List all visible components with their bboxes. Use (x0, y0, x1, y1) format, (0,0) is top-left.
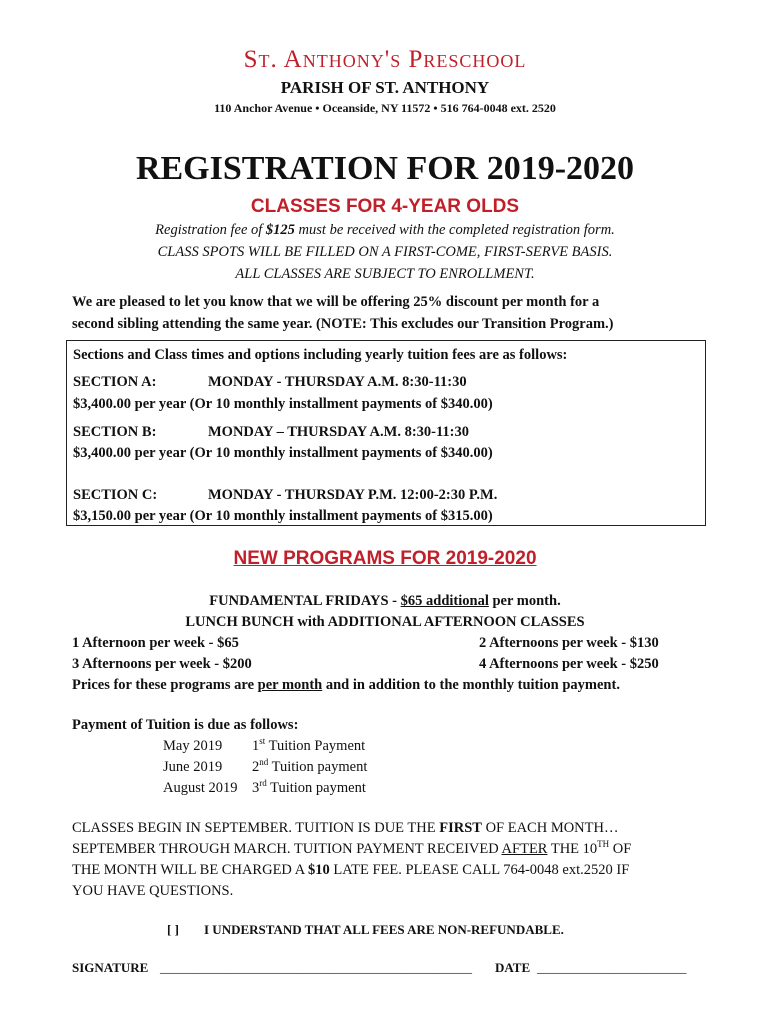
payment-desc-1: 1st Tuition Payment (252, 736, 366, 754)
option-1-afternoon: 1 Afternoon per week - $65 (72, 635, 239, 651)
option-2-afternoons: 2 Afternoons per week - $130 (479, 635, 659, 651)
classes-subtitle: CLASSES FOR 4-YEAR OLDS (250, 196, 520, 217)
school-name: St. Anthony's Preschool (243, 46, 527, 73)
option-4-afternoons: 4 Afternoons per week - $250 (479, 656, 659, 672)
payment-heading: Payment of Tuition is due as follows: (72, 717, 299, 733)
section-a-schedule: MONDAY - THURSDAY A.M. 8:30-11:30 (208, 374, 467, 390)
section-b-price: $3,400.00 per year (Or 10 monthly installment payments of $340.00) (73, 445, 493, 461)
date-field[interactable]: _______________________ (537, 960, 687, 975)
policy-line-2: SEPTEMBER THROUGH MARCH. TUITION PAYMENT RECEIVED AFTER THE 10TH OF (72, 839, 632, 857)
new-programs-heading: NEW PROGRAMS FOR 2019-2020 (233, 548, 537, 569)
spots-note: CLASS SPOTS WILL BE FILLED ON A FIRST-COME, FIRST-SERVE BASIS. (157, 244, 613, 260)
non-refundable-checkbox[interactable]: [ ] (167, 922, 179, 937)
enrollment-note: ALL CLASSES ARE SUBJECT TO ENROLLMENT. (235, 266, 535, 282)
section-b-schedule: MONDAY – THURSDAY A.M. 8:30-11:30 (208, 424, 470, 440)
fundamental-fridays: FUNDAMENTAL FRIDAYS - $65 additional per month. (209, 593, 561, 609)
signature-label: SIGNATURE (72, 960, 149, 975)
date-label: DATE (495, 960, 531, 975)
payment-date-3: August 2019 (163, 780, 238, 796)
prices-note: Prices for these programs are per month and in addition to the monthly tuition payment. (72, 677, 620, 693)
payment-desc-2: 2nd Tuition payment (252, 757, 368, 775)
policy-line-1: CLASSES BEGIN IN SEPTEMBER. TUITION IS DUE THE FIRST OF EACH MONTH… (72, 820, 619, 836)
discount-line-1: We are pleased to let you know that we will be offering 25% discount per month for a (72, 294, 600, 310)
payment-date-2: June 2019 (163, 759, 223, 775)
sections-intro: Sections and Class times and options including yearly tuition fees are as follows: (73, 347, 568, 363)
section-a-price: $3,400.00 per year (Or 10 monthly installment payments of $340.00) (73, 396, 493, 412)
signature-field[interactable]: ________________________________________________ (160, 960, 472, 975)
section-c-schedule: MONDAY - THURSDAY P.M. 12:00-2:30 P.M. (208, 487, 498, 503)
payment-desc-3: 3rd Tuition payment (252, 778, 366, 796)
discount-line-2: second sibling attending the same year. (NOTE: This excludes our Transition Program.) (72, 316, 614, 332)
policy-line-3: THE MONTH WILL BE CHARGED A $10 LATE FEE. PLEASE CALL 764-0048 ext.2520 IF (72, 862, 630, 878)
section-a-label: SECTION A: (73, 374, 157, 390)
lunch-bunch: LUNCH BUNCH with ADDITIONAL AFTERNOON CLASSES (185, 614, 585, 630)
non-refundable-statement: I UNDERSTAND THAT ALL FEES ARE NON-REFUNDABLE. (204, 922, 564, 937)
payment-date-1: May 2019 (163, 738, 223, 754)
page-title: REGISTRATION FOR 2019-2020 (135, 150, 635, 187)
option-3-afternoons: 3 Afternoons per week - $200 (72, 656, 252, 672)
parish-name: PARISH OF ST. ANTHONY (280, 78, 490, 97)
address-line: 110 Anchor Avenue • Oceanside, NY 11572 • 516 764-0048 ext. 2520 (214, 101, 556, 115)
section-c-price: $3,150.00 per year (Or 10 monthly installment payments of $315.00) (73, 508, 493, 524)
section-b-label: SECTION B: (73, 424, 157, 440)
fee-note: Registration fee of $125 must be received with the completed registration form. (155, 222, 615, 238)
policy-line-4: YOU HAVE QUESTIONS. (72, 883, 234, 899)
section-c-label: SECTION C: (73, 487, 158, 503)
